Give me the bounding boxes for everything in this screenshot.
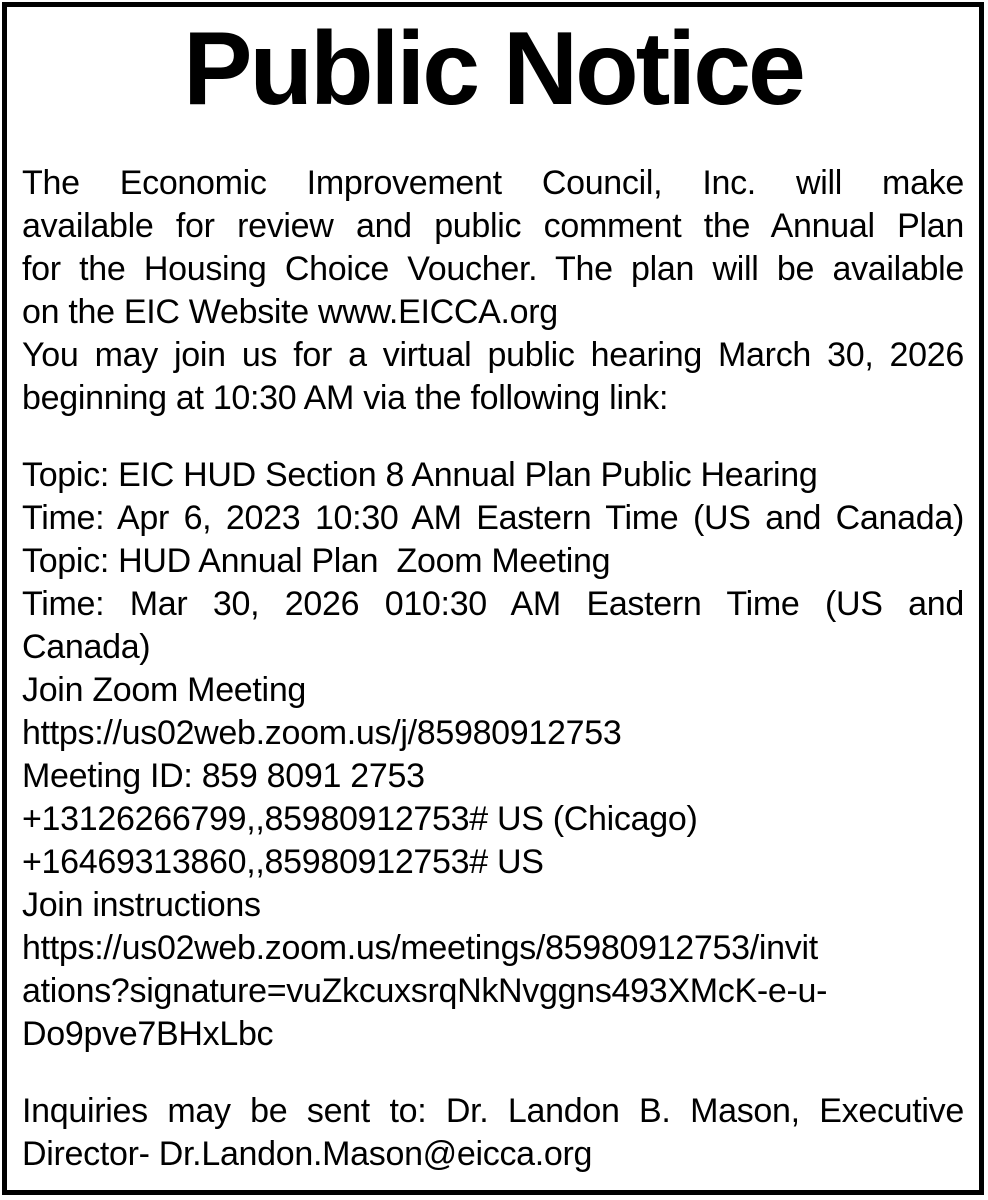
notice-line: Inquiries may be sent to: Dr. Landon B. Mason, Executive [22, 1092, 964, 1130]
notice-line: Director- Dr.Landon.Mason@eicca.org [22, 1135, 593, 1173]
blank-line [22, 1056, 964, 1090]
notice-line: Do9pve7BHxLbc [22, 1015, 274, 1053]
notice-line: Topic: EIC HUD Section 8 Annual Plan Public Hearing [22, 456, 818, 494]
notice-line: Join instructions [22, 886, 261, 924]
notice-line: +13126266799,,85980912753# US (Chicago) [22, 800, 698, 838]
notice-line: Time: Apr 6, 2023 10:30 AM Eastern Time (US and Canada) [22, 499, 964, 537]
notice-line: The Economic Improvement Council, Inc. will make [22, 164, 964, 202]
notice-line: https://us02web.zoom.us/meetings/85980912753/invit [22, 929, 818, 967]
notice-line: Canada) [22, 628, 151, 666]
notice-line: ations?signature=vuZkcuxsrqNkNvggns493XMcK-e-u- [22, 972, 828, 1010]
notice-line: for the Housing Choice Voucher. The plan will be available [22, 250, 964, 288]
notice-line: You may join us for a virtual public hearing March 30, 2026 [22, 336, 964, 374]
notice-line: Topic: HUD Annual Plan Zoom Meeting [22, 542, 611, 580]
notice-line: Join Zoom Meeting [22, 671, 307, 709]
notice-line: Time: Mar 30, 2026 010:30 AM Eastern Time (US and [22, 585, 964, 623]
notice-line: +16469313860,,85980912753# US [22, 843, 544, 881]
notice-line: Meeting ID: 859 8091 2753 [22, 757, 425, 795]
notice-line: https://us02web.zoom.us/j/85980912753 [22, 714, 622, 752]
notice-line: beginning at 10:30 AM via the following link: [22, 379, 669, 417]
notice-border-frame [2, 2, 984, 1195]
blank-line [22, 420, 964, 454]
notice-line: available for review and public comment the Annual Plan [22, 207, 964, 245]
notice-body [22, 162, 964, 1176]
notice-line: on the EIC Website www.EICCA.org [22, 293, 558, 331]
notice-title: Public Notice [183, 11, 803, 127]
